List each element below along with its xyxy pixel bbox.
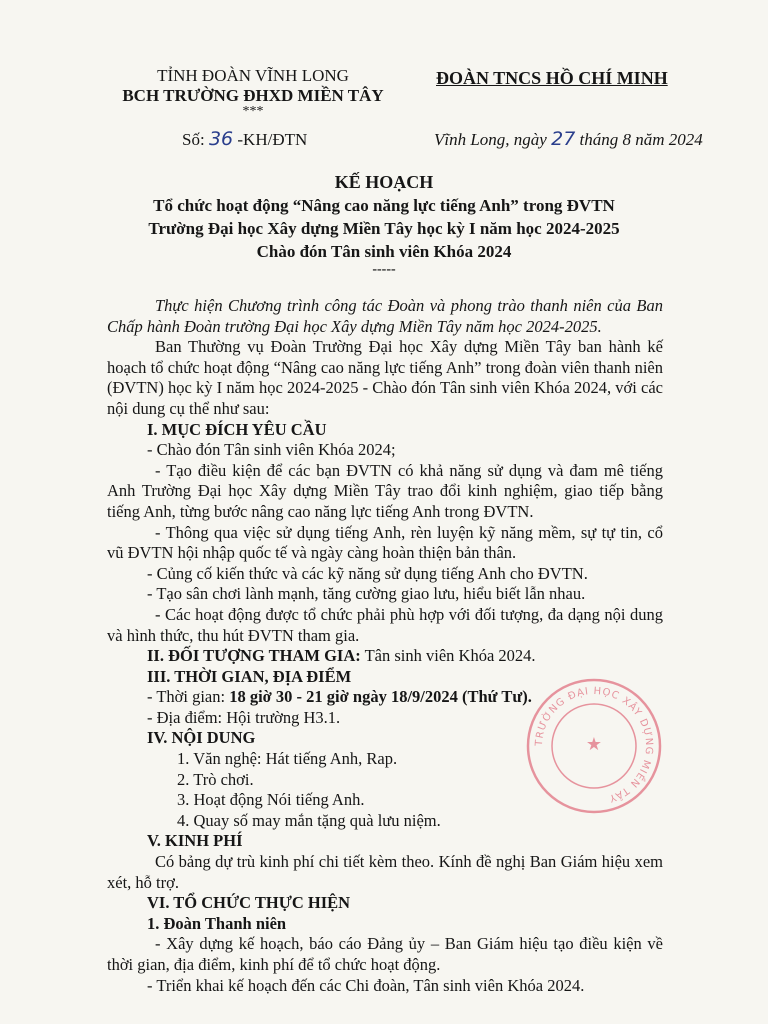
date-day-handwritten: 27 xyxy=(551,128,576,150)
date-suffix: tháng 8 năm 2024 xyxy=(579,130,703,149)
list-item: - Củng cố kiến thức và các kỹ năng sử dụng tiếng Anh cho ĐVTN. xyxy=(147,563,588,583)
list-item: 2. Trò chơi. xyxy=(177,769,254,789)
list-item: 4. Quay số may mắn tặng quà lưu niệm. xyxy=(177,810,441,830)
number-suffix: -KH/ĐTN xyxy=(237,130,308,149)
document-title: KẾ HOẠCH xyxy=(334,172,434,192)
purpose-paragraph: Ban Thường vụ Đoàn Trường Đại học Xây dựng Miền Tây ban hành kế hoạch tổ chức hoạt động “Nâng cao năng lực tiếng Anh” trong đoàn viên thanh niên (ĐVTN) học kỳ I năm học 2024-2025 - Chào đón Tân sinh viên Khóa 2024, với các nội dung cụ thể như sau: xyxy=(107,337,663,418)
issuer-block xyxy=(108,66,398,118)
organization-title: ĐOÀN TNCS HỒ CHÍ MINH xyxy=(436,68,668,88)
document-body xyxy=(107,296,663,996)
svg-text:★: ★ xyxy=(585,734,603,755)
budget-paragraph: Có bảng dự trù kinh phí chi tiết kèm theo. Kính đề nghị Ban Giám hiệu xem xét, hỗ trợ. xyxy=(107,852,663,892)
place-line: - Địa điểm: Hội trường H3.1. xyxy=(147,707,341,727)
list-item: - Tạo điều kiện để các bạn ĐVTN có khả năng sử dụng và đam mê tiếng Anh Trường Đại học Xây dựng Miền Tây trao đổi kinh nghiệm, giao tiếp bằng tiếng Anh, từng bước nâng cao năng lực tiếng Anh trong ĐVTN. xyxy=(107,460,663,521)
title-block xyxy=(84,170,684,277)
section-5-heading: V. KINH PHÍ xyxy=(147,831,243,851)
subtitle-line-3: Chào đón Tân sinh viên Khóa 2024 xyxy=(256,242,512,261)
title-divider: ----- xyxy=(372,262,396,277)
list-item: 1. Văn nghệ: Hát tiếng Anh, Rap. xyxy=(177,749,398,769)
section-2-heading: II. ĐỐI TƯỢNG THAM GIA: xyxy=(147,646,361,666)
section-2 xyxy=(107,646,663,667)
section-3-heading: III. THỜI GIAN, ĐỊA ĐIỂM xyxy=(147,666,352,686)
stamp-ring-text: TRƯỜNG ĐẠI HỌC XÂY DỰNG MIỀN TÂY xyxy=(533,685,655,804)
red-seal-stamp-icon xyxy=(524,676,664,816)
list-item: - Xây dựng kế hoạch, báo cáo Đảng ủy – Ban Giám hiệu tạo điều kiện về thời gian, địa điểm, kinh phí để tổ chức hoạt động. xyxy=(107,934,663,974)
section-4-heading: IV. NỘI DUNG xyxy=(147,728,256,748)
document-number xyxy=(182,128,307,150)
list-item: - Chào đón Tân sinh viên Khóa 2024; xyxy=(147,440,396,460)
list-item: - Triển khai kế hoạch đến các Chi đoàn, Tân sinh viên Khóa 2024. xyxy=(147,975,585,995)
number-handwritten: 36 xyxy=(208,128,234,150)
list-item: - Tạo sân chơi lành mạnh, tăng cường giao lưu, hiểu biết lẫn nhau. xyxy=(147,584,586,604)
number-prefix: Số: xyxy=(182,130,205,149)
time-label: - Thời gian: xyxy=(147,687,230,707)
issuer-line-1: TỈNH ĐOÀN VĨNH LONG xyxy=(157,66,349,85)
time-value: 18 giờ 30 - 21 giờ ngày 18/9/2024 (Thứ Tư). xyxy=(229,687,532,707)
document-date xyxy=(434,128,703,150)
issuer-line-2: BCH TRƯỜNG ĐHXD MIỀN TÂY xyxy=(122,86,384,105)
date-prefix: Vĩnh Long, ngày xyxy=(434,130,547,149)
intro-paragraph: Thực hiện Chương trình công tác Đoàn và phong trào thanh niên của Ban Chấp hành Đoàn trường Đại học Xây dựng Miền Tây năm học 2024-2025. xyxy=(107,296,663,336)
subtitle-line-1: Tổ chức hoạt động “Nâng cao năng lực tiếng Anh” trong ĐVTN xyxy=(153,196,615,215)
section-1-heading: I. MỤC ĐÍCH YÊU CẦU xyxy=(147,419,327,439)
section-2-value: Tân sinh viên Khóa 2024. xyxy=(360,646,536,666)
section-6-heading: VI. TỔ CHỨC THỰC HIỆN xyxy=(147,893,351,913)
issuer-stars: *** xyxy=(242,104,264,119)
list-item: - Thông qua việc sử dụng tiếng Anh, rèn luyện kỹ năng mềm, sự tự tin, cổ vũ ĐVTN hội nhập quốc tế và ngày càng hoàn thiện bản thân. xyxy=(107,522,663,563)
subtitle-line-2: Trường Đại học Xây dựng Miền Tây học kỳ I năm học 2024-2025 xyxy=(148,219,620,238)
section-6-subheading: 1. Đoàn Thanh niên xyxy=(147,913,287,933)
list-item: 3. Hoạt động Nói tiếng Anh. xyxy=(177,790,365,810)
list-item: - Các hoạt động được tổ chức phải phù hợp với đối tượng, đa dạng nội dung và hình thức, thu hút ĐVTN tham gia. xyxy=(107,604,663,645)
